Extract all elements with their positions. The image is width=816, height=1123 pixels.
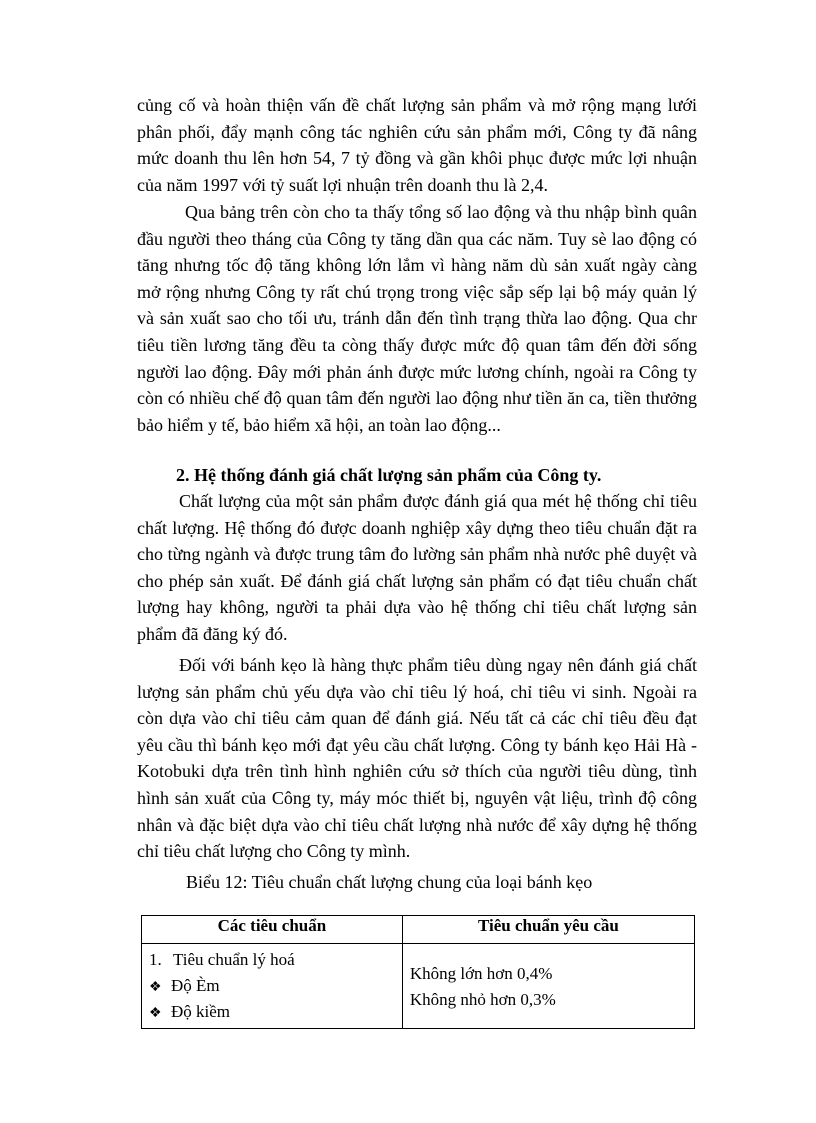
list-item xyxy=(149,973,401,999)
item-label: Độ kiềm xyxy=(171,1002,231,1021)
table-row xyxy=(142,944,695,1029)
requirement-value: Không lớn hơn 0,4% xyxy=(409,964,553,983)
group-label: Tiêu chuẩn lý hoá xyxy=(173,950,295,969)
quality-standards-table xyxy=(141,915,695,1029)
paragraph-quality-system: Chất lượng của một sản phẩm được đánh giá qua mét hệ thống chỉ tiêu chất lượng. Hệ thống đó được doanh nghiệp xây dựng theo tiêu chuẩn đặt ra cho từng ngành và được trung tâm đo lường sản phẩm nhà nước phê duyệt và cho phép sản xuất. Để đánh giá chất lượng sản phẩm có đạt tiêu chuẩn chất lượng hay không, người ta phải dựa vào hệ thống chỉ tiêu chất lượng sản phẩm đã đăng ký đó. xyxy=(137,491,697,644)
group-line xyxy=(149,947,401,973)
paragraph-candy-evaluation: Đối với bánh kẹo là hàng thực phẩm tiêu dùng ngay nên đánh giá chất lượng sản phẩm chủ yếu dựa vào chỉ tiêu lý hoá, chỉ tiêu vi sinh. Ngoài ra còn dựa vào chỉ tiêu cảm quan để đánh giá. Nếu tất cả các chỉ tiêu đều đạt yêu cầu thì bánh kẹo mới đạt yêu cầu chất lượng. Công ty bánh kẹo Hải Hà - Kotobuki dựa trên tình hình nghiên cứu sở thích của người tiêu dùng, tình hình sản xuất của Công ty, máy móc thiết bị, nguyên vật liệu, trình độ công nhân và đặc biệt dựa vào chỉ tiêu chất lượng nhà nước để xây dựng hệ thống chỉ tiêu chất lượng cho Công ty mình. xyxy=(137,655,697,862)
requirement-value: Không nhỏ hơn 0,3% xyxy=(409,990,556,1009)
item-label: Độ Èm xyxy=(171,976,220,995)
group-number: 1. xyxy=(149,950,162,969)
list-item xyxy=(149,999,401,1025)
header-requirements: Tiêu chuẩn yêu cầu xyxy=(402,916,694,944)
table-caption: Biểu 12: Tiêu chuẩn chất lượng chung của loại bánh kẹo xyxy=(186,872,593,892)
paragraph-labor-income: Qua bảng trên còn cho ta thấy tổng số lao động và thu nhập bình quân đầu người theo tháng của Công ty tăng dần qua các năm. Tuy sè lao động có tăng nhưng tốc độ tăng không lớn lắm vì hàng năm dù sản xuất ngày càng mở rộng nhưng Công ty rất chú trọng trong việc sắp sếp lại bộ máy quản lý và sản xuất sao cho tối ưu, tránh dẫn đến tình trạng thừa lao động. Qua chr tiêu tiền lương tăng đều ta còng thấy được mức độ quan tâm đến đời sống người lao động. Đây mới phản ánh được mức lương chính, ngoài ra Công ty còn có nhiều chế độ quan tâm đến người lao động như tiền ăn ca, tiền thưởng bảo hiểm y tế, bảo hiểm xã hội, an toàn lao động... xyxy=(137,202,697,435)
diamond-bullet-icon: ❖ xyxy=(149,1006,162,1021)
requirements-cell xyxy=(402,944,694,1029)
section-heading: 2. Hệ thống đánh giá chất lượng sản phẩm của Công ty. xyxy=(176,465,602,485)
standards-cell xyxy=(142,944,403,1029)
paragraph-continuation: củng cố và hoàn thiện vấn đề chất lượng sản phẩm và mở rộng mạng lưới phân phối, đẩy mạnh công tác nghiên cứu sản phẩm mới, Công ty đã nâng mức doanh thu lên hơn 54, 7 tỷ đồng và gần khôi phục được mức lợi nhuận của năm 1997 với tỷ suất lợi nhuận trên doanh thu là 2,4. xyxy=(137,95,697,195)
header-standards: Các tiêu chuẩn xyxy=(142,916,403,944)
table-header-row xyxy=(142,916,695,944)
diamond-bullet-icon: ❖ xyxy=(149,980,162,995)
